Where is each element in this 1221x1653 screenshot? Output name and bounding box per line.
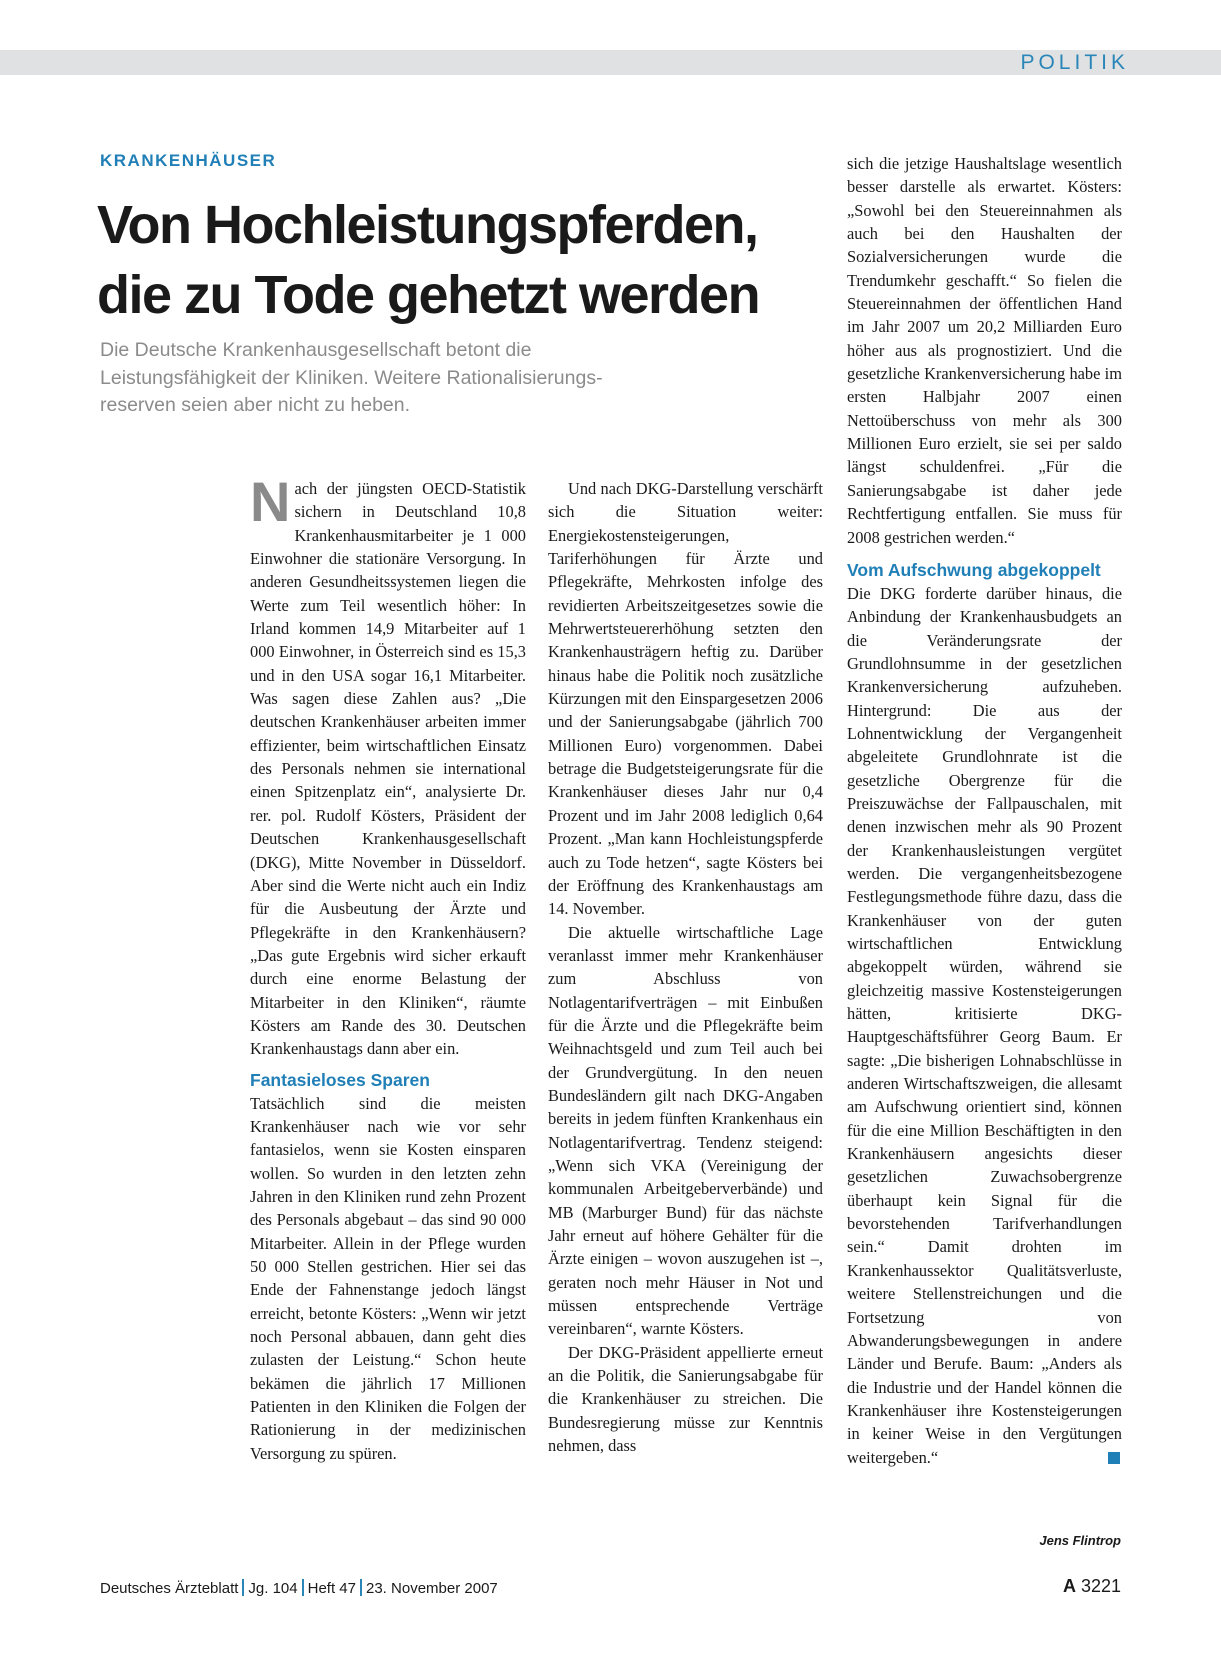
paragraph-text: ach der jüngsten OECD-Statistik sichern in Deutschland 10,8 Krankenhausmitarbeiter je 1 000 Einwohner die stationäre Versorgung. In anderen Gesundheitssystemen liegen die Werte zum Teil wesentlich höher: In Irland kommen 14,9 Mitarbeiter auf 1 000 Einwohner, in Österreich sind es 15,3 und in den USA sogar 16,1 Mitarbeiter. Was sagen diese Zahlen aus? „Die deutschen Krankenhäuser arbeiten immer effizienter, beim wirtschaftlichen Einsatz des Personals nehmen sie international einen Spitzenplatz ein“, analysierte Dr. rer. pol. Rudolf Kösters, Präsident der Deutschen Krankenhausgesellschaft (DKG), Mitte November in Düsseldorf. Aber sind die Werte nicht auch ein Indiz für die Ausbeutung der Ärzte und Pflegekräfte in den Krankenhäusern? „Das gute Ergebnis wird sicher erkauft durch eine enorme Belastung der Mitarbeiter in den Kliniken“, räumte Kösters am Rande des 30. Deutschen Krankenhaustags dann aber ein. [250,479,526,1059]
text-column-1 [250,470,526,1465]
page-prefix: A [1062,1576,1076,1596]
paragraph-text: Die DKG forderte darüber hinaus, die Anbindung der Krankenhausbudgets an die Veränderungsrate der Grundlohnsumme in der gesetzlichen Krankenversicherung aufzuheben. Hintergrund: Die aus der Lohnentwicklung der Vergangenheit abgeleitete Grundlohnrate ist die gesetzliche Obergrenze für die Preiszuwächse der Fallpauschalen, mit denen inzwischen mehr als 90 Prozent der Krankenhausleistungen vergütet werden. Die vergangenheitsbezogene Festlegungsmethode führe dazu, dass die Krankenhäuser von der guten wirtschaftlichen Entwicklung abgekoppelt würden, während sie gleichzeitig massive Kostensteigerungen hätten, kritisierte DKG-Hauptgeschäftsführer Georg Baum. Er sagte: „Die bisherigen Lohnabschlüsse in anderen Wirtschaftszweigen, die allesamt am Aufschwung orientiert sind, können für die eine Million Beschäftigten in den Krankenhäusern angesichts dieser gesetzlichen Zuwachsobergrenze überhaupt kein Signal für die bevorstehenden Tarifverhandlungen sein.“ Damit drohten im Krankenhaussektor Qualitätsverluste, weitere Stellenstreichungen und die Fortsetzung von Abwanderungsbewegungen in andere Länder und Berufe. Baum: „Anders als die Industrie und der Handel können die Krankenhäuser ihre Kostensteigerungen in keiner Weise in den Vergütungen weitergeben.“ [847,583,1122,1467]
paragraph: Und nach DKG-Darstellung verschärft sich die Situation weiter: Energiekostensteigerungen, Tariferhöhungen für Ärzte und Pflegekräfte, Mehrkosten infolge des revidierten Arbeitszeitgesetzes sowie die Mehrwertsteuererhöhung setzten den Krankenhausträgern heftig zu. Darüber hinaus habe die Politik noch zusätzliche Kürzungen mit den Einspargesetzen 2006 und der Sanierungsabgabe (jährlich 700 Millionen Euro) vorgenommen. Dabei betrage die Budgetsteigerungsrate für die Krankenhäuser dieses Jahr nur 0,4 Prozent und im Jahr 2008 lediglich 0,64 Prozent. „Man kann Hochleistungspferde auch zu Tode hetzen“, sagte Kösters bei der Eröffnung des Krankenhaustags am 14. November. [548,479,823,919]
article-lead [100,337,740,420]
journal-volume: Jg. 104 [248,1580,298,1597]
section-label: POLITIK [1020,51,1129,74]
issue-date: 23. November 2007 [366,1580,498,1597]
footer-divider [302,1579,304,1596]
subheading: Vom Aufschwung abgekoppelt [847,559,1101,580]
headline-line-2: die zu Tode gehetzt werden [97,265,760,325]
page-number-value: 3221 [1080,1576,1121,1596]
article-headline [97,190,797,330]
paragraph: Der DKG-Präsident appellierte erneut an die Politik, die Sanierungsabgabe für die Krankenhäuser zu streichen. Die Bundesregierung müsse zur Kenntnis nehmen, dass [548,1342,823,1456]
article-kicker: KRANKENHÄUSER [100,151,277,170]
author-byline: Jens Flintrop [1039,1533,1121,1548]
text-column-3 [847,152,1122,1469]
paragraph [250,470,526,1061]
page-number [1063,1576,1121,1597]
text-column-2 [548,477,823,1457]
footer-divider [242,1579,244,1596]
paragraph [847,582,1122,1469]
end-of-article-icon [1108,1452,1120,1464]
headline-line-1: Von Hochleistungspferden, [97,195,758,255]
paragraph: sich die jetzige Haushaltslage wesentlich besser darstelle als erwartet. Kösters: „Sowohl bei den Steuereinnahmen als auch bei den Haushalten der Sozialversicherungen wurde die Trendumkehr geschafft.“ So fielen die Steuereinnahmen der öffentlichen Hand im Jahr 2007 um 20,2 Milliarden Euro höher aus als prognostiziert. Und die gesetzliche Krankenversicherung habe im ersten Halbjahr 2007 einen Nettoüberschuss von mehr als 300 Millionen Euro erzielt, sie sei per saldo längst schuldenfrei. „Für die Sanierungsabgabe ist daher jede Rechtfertigung entfallen. Sie muss für 2008 gestrichen werden.“ [847,154,1122,547]
journal-issue: Heft 47 [307,1580,356,1597]
subheading: Fantasieloses Sparen [250,1069,430,1090]
journal-name: Deutsches Ärzteblatt [100,1580,239,1597]
paragraph: Tatsächlich sind die meisten Krankenhäuser nach wie vor sehr fantasielos, wenn sie Kosten einsparen wollen. So wurden in den letzten zehn Jahren in den Kliniken rund zehn Prozent des Personals abgebaut – das sind 90 000 Mitarbeiter. Allein in der Pflege wurden 50 000 Stellen gestrichen. Hier sei das Ende der Fahnenstange jedoch längst erreicht, betonte Kösters: „Wenn wir jetzt noch Personal abbauen, dann geht dies zulasten der Leistung.“ Schon heute bekämen die jährlich 17 Millionen Patienten in den Kliniken die Folgen der Rationierung in der medizinischen Versorgung zu spüren. [250,1093,526,1463]
lead-line-2: Leistungsfähigkeit der Kliniken. Weitere Rationalisierungs- [100,366,603,389]
footer-divider [360,1579,362,1596]
paragraph: Die aktuelle wirtschaftliche Lage veranlasst immer mehr Krankenhäuser zum Abschluss von Notlagentarifverträgen – mit Einbußen für die Ärzte und die Pflegekräfte beim Weihnachtsgeld und zum Teil auch bei der Grundvergütung. In den neuen Bundesländern gilt nach DKG-Angaben bereits in jedem fünften Krankenhaus ein Notlagentarifvertrag. Tendenz steigend: „Wenn sich VKA (Vereinigung der kommunalen Arbeitgeberverbände) und MB (Marburger Bund) für das nächste Jahr erneut auf höhere Gehälter für die Ärzte einigen – wovon auszugehen ist –, geraten noch mehr Häuser in Not und müssen entsprechende Verträge vereinbaren“, warnte Kösters. [548,922,823,1339]
lead-line-1: Die Deutsche Krankenhausgesellschaft betont die [100,339,532,361]
page-footer [100,1579,498,1597]
drop-cap: N [250,470,291,533]
lead-line-3: reserven seien aber nicht zu heben. [100,394,411,416]
